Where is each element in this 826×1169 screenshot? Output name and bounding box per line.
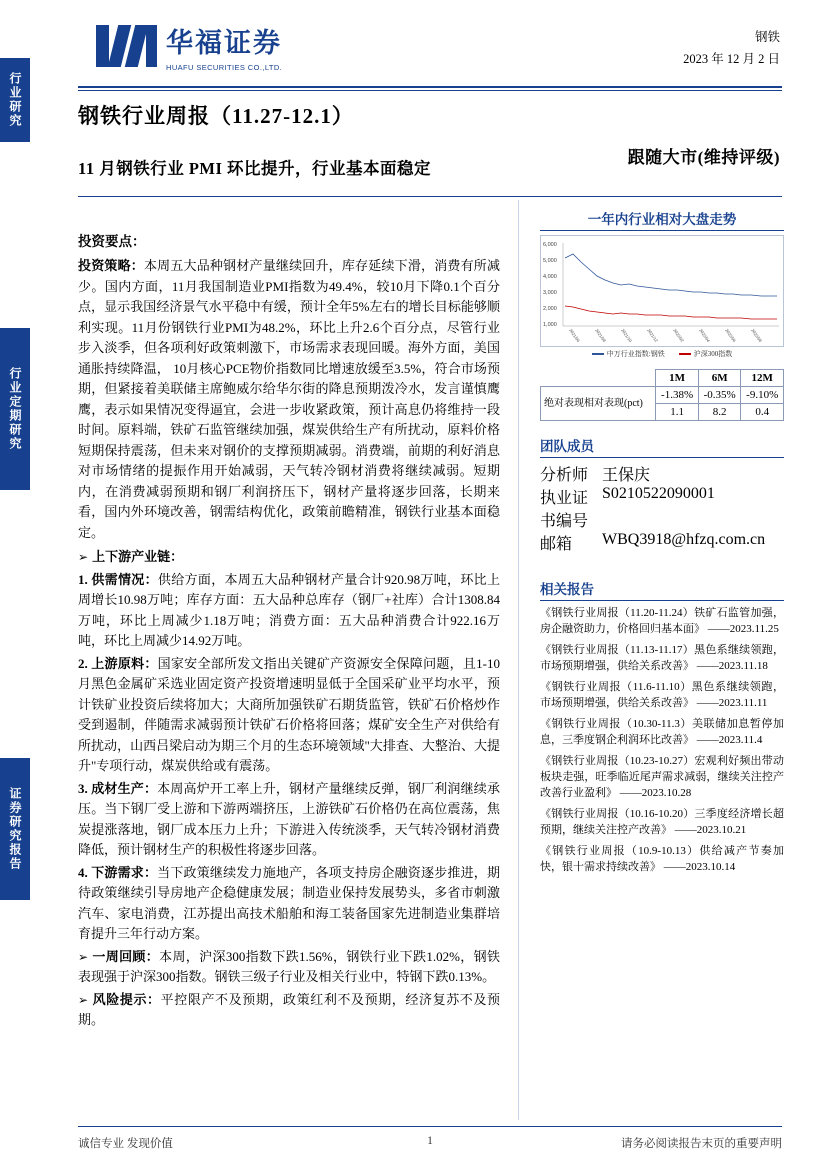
chain-heading [78,547,500,568]
perf-abs-1m: -1.38% [656,387,699,404]
report-title: 《钢铁行业周报（10.9-10.13）供给减产节奏加快，银十需求持续改善》 [540,845,784,873]
chart-legend [540,349,784,359]
perf-row-label: 绝对表现相对表现(pct) [541,387,656,421]
perf-abs-12m: -9.10% [741,387,784,404]
weekly-review [78,947,500,988]
perf-rel-12m: 0.4 [741,404,784,421]
team-value-analyst: 王保庆 [602,467,651,484]
team-key-license: 执业证书编号 [540,490,589,530]
perf-rel-1m: 1.1 [656,404,699,421]
svg-text:4,000: 4,000 [543,274,557,280]
chain-item-3-label: 3. 成材生产： [78,780,158,796]
header-divider [78,86,782,88]
perf-rel-6m: 8.2 [698,404,741,421]
rating-badge: 跟随大市(维持评级) [627,148,780,167]
list-item[interactable] [540,679,784,711]
logo-title-cn: 华福证券 [166,27,282,58]
chain-item-1-label: 1. 供需情况： [78,571,158,587]
perf-col-12m: 12M [741,370,784,387]
legend-item-hs300 [679,349,733,359]
report-title: 《钢铁行业周报（11.13-11.17）黑色系继续领跑，市场预期增强，供给关系改善》 [540,644,784,672]
column-divider [518,200,519,1120]
chain-item-4 [78,863,500,945]
list-item[interactable] [540,843,784,875]
list-item[interactable] [540,642,784,674]
table-row [541,387,784,404]
chain-item-1-text: 供给方面，本周五大品种钢材产量合计920.98万吨，环比上周增长10.98万吨；库存方面：五大品种总库存（钢厂+社库）合计1308.84万吨，环比上周减少1.18万吨；消费方面：五大品种消费合计922.16万吨，环比上周减少14.92万吨。 [78,571,500,648]
header-date: 2023 年 12 月 2 日 [683,52,780,66]
report-title: 《钢铁行业周报（10.30-11.3）美联储加息暂停加息，三季度钢企利润环比改善》 [540,718,784,746]
logo-mark-icon [96,23,158,69]
arrow-icon: ➢ [78,550,89,564]
team-key-email: 邮箱 [540,536,573,553]
perf-col-0 [541,370,656,387]
performance-table [540,369,784,421]
report-date: ——2023.11.18 [696,660,768,672]
strategy-label: 投资策略： [78,258,144,273]
legend-label-steel: 中万行业指数:钢铁 [606,350,665,358]
report-date: ——2023.10.14 [663,861,736,873]
svg-text:2022/08: 2022/08 [750,327,763,343]
team-heading: 团队成员 [540,435,784,458]
chart-title: 一年内行业相对大盘走势 [540,208,784,231]
svg-text:2021/12: 2021/12 [646,327,659,343]
list-item[interactable] [540,753,784,801]
team-list [540,462,784,554]
team-key-analyst: 分析师 [540,467,589,484]
svg-text:2021/08: 2021/08 [594,327,607,343]
legend-label-hs300: 沪深300指数 [693,350,733,358]
chain-item-4-label: 4. 下游需求： [78,864,158,880]
company-logo [96,20,316,72]
chain-item-1 [78,570,500,652]
arrow-icon: ➢ [78,992,89,1007]
related-reports-list [540,605,784,875]
report-title: 《钢铁行业周报（11.6-11.10）黑色系继续领跑，市场预期增强，供给关系改善》 [540,681,784,709]
header-industry: 钢铁 [754,30,780,44]
svg-text:1,000: 1,000 [543,322,557,328]
svg-text:6,000: 6,000 [543,242,557,248]
chain-item-3 [78,779,500,861]
footer [78,1135,782,1151]
chain-heading-label: 上下游产业链： [92,549,184,564]
svg-text:2022/02: 2022/02 [672,327,685,343]
list-item[interactable] [540,806,784,838]
footer-right: 请务必阅读报告末页的重要声明 [621,1138,782,1150]
list-item[interactable] [540,605,784,637]
logo-text [166,21,282,72]
team-row-license [540,485,784,531]
perf-col-1m: 1M [656,370,699,387]
report-date: ——2023.11.25 [707,623,779,635]
svg-text:2,000: 2,000 [543,306,557,312]
weekly-review-label: 一周回顾： [92,948,160,964]
chain-item-2 [78,654,500,777]
header-divider-thin [78,90,782,91]
side-tab-periodic-research: 行业定期研究 [0,328,30,490]
report-date: ——2023.10.28 [619,787,692,799]
svg-text:2022/06: 2022/06 [724,327,737,343]
side-tab-securities-report: 证券研究报告 [0,758,30,900]
footer-divider [78,1126,782,1127]
report-title: 《钢铁行业周报（10.16-10.20）三季度经济增长超预期，继续关注控产改善》 [540,808,784,836]
chain-item-4-text: 当下政策继续发力施地产，各项支持房企融资逐步推进，期待政策继续引导房地产企稳健康发展；制造业保持发展势头，多省市刺激汽车、家电消费，江苏提出高技术船舶和海工装备国家先进制造业集群培育提升三年行动方案。 [78,864,500,941]
team-row-analyst [540,462,784,485]
page-number: 1 [427,1135,433,1147]
svg-text:5,000: 5,000 [543,258,557,264]
team-value-email: WBQ3918@hfzq.com.cn [602,531,766,548]
sidebar [540,208,784,880]
chart-svg [541,236,783,346]
main-content [78,230,500,1031]
title-divider [78,196,782,197]
report-date: ——2023.11.4 [696,734,763,746]
chain-item-3-text: 本周高炉开工率上升，钢材产量继续反弹，钢厂利润继续承压。当下钢厂受上游和下游两端挤压，上游铁矿石价格仍在高位震荡，焦炭提涨落地，钢厂成本压力上升；下游进入传统淡季，天气转冷钢材消费降低，预计钢材生产的积极性将逐步回落。 [78,780,500,857]
relative-performance-chart [540,235,784,347]
table-header-row [541,370,784,387]
perf-abs-6m: -0.35% [698,387,741,404]
logo-title-en: HUAFU SECURITIES CO.,LTD. [166,62,283,72]
chain-item-2-label: 2. 上游原料： [78,655,158,671]
legend-item-steel [592,349,665,359]
page-subtitle: 11 月钢铁行业 PMI 环比提升，行业基本面稳定 [78,159,432,178]
svg-text:2021/10: 2021/10 [620,327,633,343]
side-tab-industry-research: 行业研究 [0,58,30,142]
perf-col-6m: 6M [698,370,741,387]
arrow-icon: ➢ [78,949,89,964]
weekly-review-text: 本周，沪深300指数下跌1.56%，钢铁行业下跌1.02%，钢铁表现强于沪深300指数。钢铁三级子行业及相关行业中，特钢下跌0.13%。 [78,948,500,984]
svg-text:2021/06: 2021/06 [568,327,581,343]
related-reports-heading: 相关报告 [540,578,784,601]
side-tab-strip [0,58,30,1058]
report-title: 《钢铁行业周报（11.20-11.24）铁矿石监管加强，房企融资助力，价格回归基本面》 [540,607,784,635]
report-date: ——2023.11.11 [696,697,768,709]
report-date: ——2023.10.21 [674,824,747,836]
risk-warning-text: 平控限产不及预期，政策红利不及预期，经济复苏不及预期。 [78,991,500,1027]
team-value-license: S0210522090001 [602,485,715,502]
page-title: 钢铁行业周报（11.27-12.1） [78,104,354,128]
header-meta [683,26,780,70]
strategy-text: 本周五大品种钢材产量继续回升，库存延续下滑，消费有所减少。国内方面，11月我国制造业PMI指数为49.4%，较10月下降0.1个百分点，显示我国经济景气水平稳中有缓，预计全年5%左右的增长目标能够顺利实现。11月份钢铁行业PMI为48.2%，环比上升2.6个百分点，尽管行业步入淡季，但各项利好政策刺激下，市场需求表现回暖。海外方面，美国通胀持续降温， 10月核心PCE物价指数同比增速放缓至3.5%，符合市场预期，但紧接着美联储主席鲍威尔给华尔街的降息预期泼冷水，发言谨慎鹰鹰，表示如果情况变得逼宜，会进一步收紧政策，预计高息仍将维持一段时间。原料端，铁矿石监管继续加强，煤炭供给生产有所扰动，原料价格短期保持震荡，但未来对钢价的支撑预期减弱。消费端，前期的利好消息对市场情绪的提振作用开始减弱，天气转冷钢材消费将继续减弱。短期内，在消费减弱预期和钢厂利润挤压下，钢材产量将逐步回落，长期来看，国内外环境改善，钢需结构优化，政策前瞻精准，钢铁行业基本面稳定。 [78,258,500,540]
chain-item-2-text: 国家安全部所发文指出关键矿产资源安全保障问题，且1-10月黑色金属矿采选业固定资产投资增速明显低于全国采矿业平均水平，预计铁矿业投资后续将加大；大商所加强铁矿石期货监管，铁矿石价格炒作受到遏制，伴随需求减弱预计铁矿石价格将回落；煤矿安全生产对供给有所扰动，山西吕梁启动为期三个月的生态环境领域"大排查、大整治、大提升"专项行动，煤炭供给或有震荡。 [78,655,500,773]
strategy-paragraph [78,256,500,543]
investment-points-heading: 投资要点： [78,234,146,249]
team-row-email [540,531,784,554]
risk-warning [78,990,500,1031]
risk-warning-label: 风险提示： [92,991,161,1007]
footer-left: 诚信专业 发现价值 [78,1138,173,1150]
list-item[interactable] [540,716,784,748]
svg-text:2022/04: 2022/04 [698,327,711,343]
report-title: 《钢铁行业周报（10.23-10.27）宏观利好频出带动板块走强，旺季临近尾声需求减弱，继续关注控产改善行业盈利》 [540,755,784,799]
svg-text:3,000: 3,000 [543,290,557,296]
